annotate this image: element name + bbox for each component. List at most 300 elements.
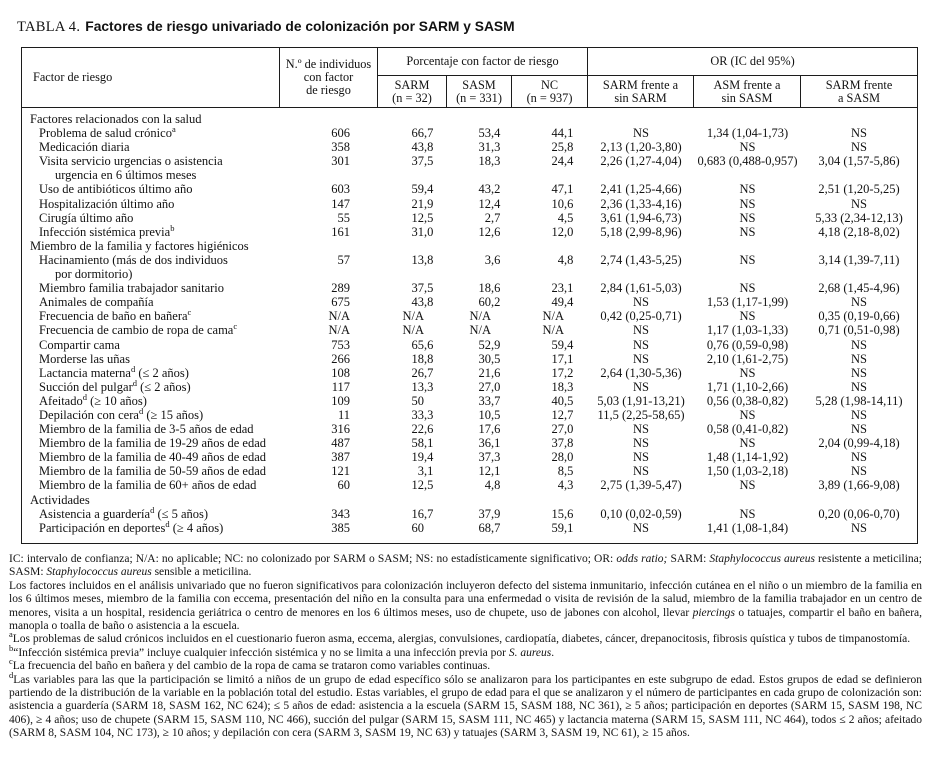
integer-part: 4	[557, 210, 564, 225]
integer-part: 59	[411, 182, 424, 197]
cell-pct-sasm	[447, 211, 512, 225]
decimal-part: ,7	[564, 407, 574, 422]
cell-pct-sarm	[378, 478, 447, 492]
cell-or-sarm-vs-sin-sarm: 2,36 (1,33-4,16)	[600, 196, 682, 211]
cell-pct-sasm	[447, 323, 512, 337]
decimal-part: ,1	[564, 182, 574, 197]
decimal-part: ,6	[564, 196, 574, 211]
cell-or-sarm-vs-sin-sarm: 11,5 (2,25-58,65)	[597, 407, 685, 422]
integer-part: 21	[411, 196, 424, 211]
footnote-marker: b	[170, 222, 175, 233]
integer-part: 33	[411, 407, 424, 422]
integer-part: N/A	[402, 309, 424, 324]
footnote-marker: d	[132, 377, 137, 388]
integer-part: N/A	[469, 323, 491, 338]
cell-or-sarm-vs-sin-sarm: 2,74 (1,43-5,25)	[600, 252, 682, 267]
footnote-text: Staphylococcus aureus	[46, 566, 152, 579]
integer-part: 3	[417, 464, 424, 479]
table-row	[22, 338, 917, 352]
integer-part: 58	[411, 436, 424, 451]
cell-factor: Asistencia a guardería$^d$ (≤ 5 años)	[39, 504, 209, 521]
cell-pct-sasm	[447, 182, 512, 196]
cell-pct-sarm	[378, 225, 447, 239]
integer-part: 487	[331, 436, 350, 451]
cell-or-sarm-vs-sasm: NS	[851, 365, 867, 380]
cell-pct-nc	[512, 352, 588, 366]
cell-n-individuos	[280, 323, 378, 337]
cell-pct-sasm	[447, 507, 512, 521]
decimal-part: ,0	[564, 450, 574, 465]
decimal-part: ,4	[564, 295, 574, 310]
cell-n-individuos	[280, 309, 378, 323]
cell-or-sarm-vs-sasm: NS	[851, 422, 867, 437]
cell-or-sarm-vs-sasm: 0,35 (0,19-0,66)	[818, 309, 900, 324]
footnote	[9, 643, 922, 660]
cell-or-sarm-vs-sasm: NS	[851, 337, 867, 352]
integer-part: 343	[331, 506, 350, 521]
decimal-part: ,8	[564, 436, 574, 451]
cell-or-sarm-vs-sasm: NS	[851, 407, 867, 422]
cell-n-individuos	[280, 394, 378, 408]
integer-part: 47	[551, 182, 564, 197]
header-line: SASM	[462, 77, 496, 92]
cell-pct-nc	[512, 338, 588, 352]
decimal-part: ,8	[491, 478, 501, 493]
header-line: a SASM	[837, 90, 881, 105]
cell-pct-sasm	[447, 154, 512, 168]
cell-pct-sarm	[378, 211, 447, 225]
decimal-part: ,1	[564, 351, 574, 366]
integer-part: 60	[478, 295, 491, 310]
cell-factor: Uso de antibióticos último año	[39, 182, 193, 197]
decimal-part: ,3	[424, 407, 434, 422]
cell-or-sarm-vs-sin-sarm: NS	[633, 351, 649, 366]
integer-part: 17	[478, 422, 491, 437]
cell-or-sarm-vs-sasm: 0,71 (0,51-0,98)	[818, 323, 900, 338]
integer-part: 10	[551, 196, 564, 211]
cell-or-sarm-vs-sasm: NS	[851, 126, 867, 141]
decimal-part: ,3	[564, 478, 574, 493]
integer-part: 289	[331, 281, 350, 296]
cell-or-asm-vs-sin-sasm: 1,17 (1,03-1,33)	[706, 323, 789, 338]
cell-factor: Factores relacionados con la salud	[30, 112, 202, 126]
integer-part: 17	[551, 365, 564, 380]
col-group-or-ic95	[588, 48, 917, 76]
header-line: Porcentaje con factor de riesgo	[406, 54, 559, 68]
cell-n-individuos	[280, 182, 378, 196]
integer-part: 121	[331, 464, 350, 479]
decimal-part: ,7	[491, 393, 501, 408]
decimal-part: ,9	[491, 506, 501, 521]
table-row	[22, 436, 917, 450]
decimal-part: ,1	[564, 126, 574, 141]
decimal-part: ,1	[424, 436, 434, 451]
cell-or-sarm-vs-sasm: NS	[851, 140, 867, 155]
header-line: SARM frente	[825, 77, 893, 92]
decimal-part: ,5	[564, 210, 574, 225]
cell-or-asm-vs-sin-sasm: 1,41 (1,08-1,84)	[706, 520, 789, 535]
cell-factor: Morderse las uñas	[39, 351, 130, 366]
cell-n-individuos	[280, 126, 378, 140]
decimal-part: ,7	[491, 210, 501, 225]
cell-pct-nc	[512, 253, 588, 267]
cell-pct-sasm	[447, 225, 512, 239]
cell-pct-sarm	[378, 140, 447, 154]
decimal-part: ,1	[491, 464, 501, 479]
table-row	[22, 391, 917, 408]
cell-or-sarm-vs-sasm: 3,04 (1,57-5,86)	[818, 154, 900, 169]
integer-part: 37	[478, 450, 491, 465]
cell-or-asm-vs-sin-sasm: NS	[739, 224, 756, 239]
integer-part: 109	[331, 393, 350, 408]
cell-or-sarm-vs-sasm: NS	[851, 351, 867, 366]
decimal-part: ,4	[491, 126, 501, 141]
integer-part: 59	[551, 337, 564, 352]
decimal-part: ,4	[564, 154, 574, 169]
cell-factor: Miembro de la familia de 40-49 años de edad	[39, 450, 267, 465]
table-body	[22, 108, 917, 543]
table-row	[22, 309, 917, 323]
integer-part: 8	[557, 464, 564, 479]
col-header-asm-vs-sin-sasm	[694, 76, 801, 107]
cell-pct-sarm	[378, 507, 447, 521]
integer-part: 753	[331, 337, 350, 352]
cell-pct-nc	[512, 521, 588, 535]
footnote	[9, 580, 922, 634]
header-line: SARM	[394, 77, 430, 92]
cell-n-individuos	[280, 507, 378, 521]
footnote-text: Los factores incluidos en el análisis univariado que no fueron significativos para colonización incluyeron defecto del sistema inmunitario, infección cutánea en el niño o un miembro de la familia en los 6 últimos meses, miembro de la familia con eccema, presentación del niño en la consulta para una enfermedad o visita de revisión de la salud, miembro de la familia trabajador en un centro de menores, visita a un hospital, residencia geriátrica o centro de menores en los 6 últimos meses, uso de chupete, uso de jabones con alcohol, llevar	[9, 579, 922, 619]
col-header-or-sarm-vs-sin-sarm	[588, 76, 694, 107]
cell-pct-nc	[512, 126, 588, 140]
integer-part: 52	[478, 337, 491, 352]
integer-part: 66	[411, 126, 424, 141]
footnote-marker: d	[150, 504, 155, 515]
decimal-part: ,5	[424, 154, 434, 169]
table-row	[22, 140, 917, 154]
decimal-part: ,3	[491, 140, 501, 155]
col-header-factor-de-riesgo	[22, 48, 280, 107]
header-line: (n = 331)	[456, 90, 502, 105]
cell-or-sarm-vs-sin-sarm: 2,84 (1,61-5,03)	[600, 281, 682, 296]
decimal-part: ,1	[564, 281, 574, 296]
integer-part: 24	[551, 154, 564, 169]
decimal-part: ,8	[424, 140, 434, 155]
cell-pct-nc	[512, 309, 588, 323]
decimal-part: ,5	[491, 407, 501, 422]
cell-n-individuos	[280, 464, 378, 478]
footnote-text: odds ratio;	[616, 553, 668, 565]
cell-or-sarm-vs-sin-sarm: 2,64 (1,30-5,36)	[600, 365, 682, 380]
col-header-sarm	[378, 76, 447, 107]
table-footnotes	[9, 553, 922, 741]
footnote-marker: c	[187, 307, 192, 318]
footnote-text: SARM:	[667, 553, 710, 565]
integer-part: 117	[331, 379, 350, 394]
cell-or-asm-vs-sin-sasm: 0,683 (0,488-0,957)	[697, 154, 798, 169]
cell-pct-sarm	[378, 366, 447, 380]
integer-part: 12	[478, 196, 491, 211]
cell-factor: urgencia en 6 últimos meses	[55, 168, 197, 183]
cell-factor: Medicación diaria	[39, 140, 130, 155]
integer-part: 53	[478, 126, 491, 141]
decimal-part: ,2	[491, 295, 501, 310]
decimal-part: ,6	[491, 281, 501, 296]
integer-part: 12	[411, 210, 424, 225]
cell-or-sarm-vs-sin-sarm: NS	[633, 436, 649, 451]
cell-pct-sarm	[378, 182, 447, 196]
cell-n-individuos	[280, 436, 378, 450]
cell-factor: Frecuencia de cambio de ropa de cama$^c$	[39, 321, 238, 338]
cell-or-sarm-vs-sasm: 2,68 (1,45-4,96)	[818, 281, 900, 296]
cell-or-asm-vs-sin-sasm: NS	[739, 365, 756, 380]
table-row	[22, 363, 917, 380]
table-row	[22, 267, 917, 281]
col-header-nc	[512, 76, 588, 107]
decimal-part: ,7	[491, 520, 501, 535]
decimal-part: ,0	[491, 379, 501, 394]
cell-n-individuos	[280, 380, 378, 394]
integer-part: 37	[411, 154, 424, 169]
cell-pct-sasm	[447, 338, 512, 352]
footnote-text: Staphylococcus aureus	[709, 553, 815, 565]
integer-part: N/A	[542, 309, 564, 324]
cell-or-asm-vs-sin-sasm: 2,10 (1,61-2,75)	[706, 351, 789, 366]
cell-n-individuos	[280, 281, 378, 295]
cell-pct-sasm	[447, 197, 512, 211]
integer-part: 603	[331, 182, 350, 197]
integer-part: 22	[411, 422, 424, 437]
cell-or-sarm-vs-sin-sarm: NS	[633, 323, 649, 338]
integer-part: 26	[411, 365, 424, 380]
cell-or-asm-vs-sin-sasm: NS	[739, 210, 756, 225]
cell-or-asm-vs-sin-sasm: NS	[739, 281, 756, 296]
cell-factor: Succión del pulgar$^d$ (≤ 2 años)	[39, 377, 191, 394]
footnote-marker: d	[9, 669, 14, 680]
col-header-n-individuos	[280, 48, 378, 107]
cell-pct-sarm	[378, 450, 447, 464]
table-row	[22, 295, 917, 309]
table-row	[22, 222, 917, 239]
cell-factor: Compartir cama	[39, 337, 120, 352]
cell-n-individuos	[280, 211, 378, 225]
cell-pct-sasm	[447, 422, 512, 436]
cell-pct-sasm	[447, 464, 512, 478]
cell-factor: Participación en deportes$^d$ (≥ 4 años)	[39, 518, 224, 535]
table-row	[22, 323, 917, 337]
cell-pct-nc	[512, 408, 588, 422]
decimal-part: ,2	[564, 365, 574, 380]
integer-part: N/A	[542, 323, 564, 338]
cell-n-individuos	[280, 366, 378, 380]
header-line: de riesgo	[306, 83, 351, 97]
table-row	[22, 154, 917, 168]
cell-factor: Miembro de la familia de 3-5 años de edad	[39, 422, 254, 437]
cell-or-sarm-vs-sasm: 2,51 (1,20-5,25)	[818, 182, 900, 197]
integer-part: 266	[331, 351, 350, 366]
cell-pct-sarm	[378, 323, 447, 337]
integer-part: 10	[478, 407, 491, 422]
cell-n-individuos	[280, 225, 378, 239]
integer-part: 36	[478, 436, 491, 451]
table-row	[22, 450, 917, 464]
cell-pct-nc	[512, 182, 588, 196]
cell-or-sarm-vs-sin-sarm: NS	[633, 337, 649, 352]
integer-part: 161	[331, 224, 350, 239]
integer-part: 18	[411, 351, 424, 366]
cell-n-individuos	[280, 352, 378, 366]
cell-pct-sasm	[447, 140, 512, 154]
decimal-part: ,5	[564, 393, 574, 408]
integer-part: 387	[331, 450, 350, 465]
cell-pct-sasm	[447, 352, 512, 366]
cell-or-asm-vs-sin-sasm: 1,53 (1,17-1,99)	[706, 295, 789, 310]
cell-or-sarm-vs-sin-sarm: 2,26 (1,27-4,04)	[600, 154, 682, 169]
footnote-marker: b	[9, 643, 14, 654]
table-header	[22, 48, 917, 108]
cell-pct-sasm	[447, 295, 512, 309]
header-line: sin SARM	[614, 90, 667, 105]
cell-or-asm-vs-sin-sasm: NS	[739, 196, 756, 211]
integer-part: 25	[551, 140, 564, 155]
cell-or-sarm-vs-sin-sarm: 0,42 (0,25-0,71)	[600, 309, 682, 324]
integer-part: 37	[478, 506, 491, 521]
cell-pct-sasm	[447, 436, 512, 450]
footnote-text: o tatuajes, compartir el baño en bañera, manopla o toalla de baño o asistencia a la escuela.	[9, 606, 922, 633]
table-row	[22, 405, 917, 422]
integer-part: 3	[484, 252, 491, 267]
cell-n-individuos	[280, 154, 378, 168]
cell-or-sarm-vs-sin-sarm: NS	[633, 379, 649, 394]
header-line: (n = 32)	[392, 90, 432, 105]
cell-or-sarm-vs-sasm: NS	[851, 295, 867, 310]
footnote-text: S. aureus	[508, 646, 552, 659]
cell-or-sarm-vs-sin-sarm: 2,75 (1,39-5,47)	[600, 478, 682, 493]
cell-pct-sarm	[378, 126, 447, 140]
table-row	[22, 112, 917, 126]
cell-factor: Problema de salud crónico$^a$	[39, 123, 176, 141]
cell-or-sarm-vs-sin-sarm: NS	[633, 295, 649, 310]
table-row	[22, 493, 917, 507]
cell-or-asm-vs-sin-sasm: NS	[739, 140, 756, 155]
decimal-part: ,9	[424, 196, 434, 211]
integer-part: 18	[478, 154, 491, 169]
cell-pct-sarm	[378, 154, 447, 168]
integer-part: 301	[331, 154, 350, 169]
decimal-part: ,5	[424, 210, 434, 225]
cell-or-sarm-vs-sasm: NS	[851, 450, 867, 465]
integer-part: 43	[411, 295, 424, 310]
cell-or-sarm-vs-sasm: 3,89 (1,66-9,08)	[818, 478, 900, 493]
cell-n-individuos	[280, 521, 378, 535]
integer-part: 17	[551, 351, 564, 366]
decimal-part: ,4	[424, 182, 434, 197]
cell-n-individuos	[280, 253, 378, 267]
cell-pct-sarm	[378, 464, 447, 478]
footnote	[9, 629, 922, 646]
table-row	[22, 478, 917, 492]
cell-or-sarm-vs-sin-sarm: 2,41 (1,25-4,66)	[600, 182, 682, 197]
header-line: NC	[540, 77, 559, 92]
integer-part: 358	[331, 140, 350, 155]
cell-factor: Hacinamiento (más de dos individuos	[39, 252, 228, 267]
integer-part: 15	[551, 506, 564, 521]
integer-part: 57	[337, 252, 350, 267]
decimal-part: ,5	[424, 478, 434, 493]
cell-or-sarm-vs-sin-sarm: 3,61 (1,94-6,73)	[600, 210, 682, 225]
integer-part: 147	[331, 196, 350, 211]
integer-part: 59	[551, 520, 564, 535]
cell-pct-sarm	[378, 295, 447, 309]
cell-or-asm-vs-sin-sasm: NS	[739, 506, 756, 521]
decimal-part: ,3	[491, 154, 501, 169]
cell-or-sarm-vs-sin-sarm: 5,03 (1,91-13,21)	[597, 393, 685, 408]
cell-or-sarm-vs-sin-sarm: 2,13 (1,20-3,80)	[600, 140, 682, 155]
decimal-part: ,1	[564, 520, 574, 535]
integer-part: 60	[411, 520, 424, 535]
cell-pct-nc	[512, 436, 588, 450]
cell-pct-sasm	[447, 394, 512, 408]
integer-part: 44	[551, 126, 564, 141]
cell-or-asm-vs-sin-sasm: 1,48 (1,14-1,92)	[706, 450, 789, 465]
integer-part: 60	[337, 478, 350, 493]
footnote-text: sensible a meticilina.	[151, 566, 252, 579]
integer-part: 37	[411, 281, 424, 296]
integer-part: 316	[331, 422, 350, 437]
decimal-part: ,0	[564, 422, 574, 437]
integer-part: 30	[478, 351, 491, 366]
decimal-part: ,6	[564, 506, 574, 521]
integer-part: 27	[551, 422, 564, 437]
footnote-text: piercings	[692, 606, 735, 619]
cell-factor: Miembro de la familia de 19-29 años de edad	[39, 436, 267, 451]
footnote	[9, 656, 922, 673]
cell-pct-sarm	[378, 408, 447, 422]
table-title-text: Factores de riesgo univariado de colonización por SARM y SASM	[85, 19, 515, 34]
integer-part: 4	[557, 252, 564, 267]
cell-or-sarm-vs-sasm: 0,20 (0,06-0,70)	[818, 506, 900, 521]
cell-or-asm-vs-sin-sasm: 0,76 (0,59-0,98)	[706, 337, 789, 352]
cell-or-sarm-vs-sin-sarm: NS	[633, 450, 649, 465]
decimal-part: ,7	[424, 126, 434, 141]
integer-part: 13	[411, 379, 424, 394]
cell-pct-sasm	[447, 521, 512, 535]
table-row	[22, 253, 917, 267]
integer-part: 2	[484, 210, 491, 225]
decimal-part: ,4	[564, 337, 574, 352]
cell-pct-sasm	[447, 281, 512, 295]
footnote-text: Las variables para las que la participación se limitó a niños de un grupo de edad específico sólo se analizaron para los participantes en este subgrupo de edad. Estos grupos de edad se definieron partiendo de la distribución de la variable en la población total del estudio. Estas variables, el grupo de edad para el que se analizaron y el número de participantes en cada grupo de colonización son: asistencia a guardería (SARM 18, SASM 162, NC 624); ≤ 5 años de edad: asistencia a la escuela (SARM 15, SASM 188, NC 361), ≥ 5 años; participación en deportes (SARM 15, SASM 198, NC 406), ≥ 4 años; uso de chupete (SARM 15, SASM 110, NC 466), succión del pulgar (SARM 15, SASM 111, NC 465) y lactancia materna (SARM 15, SASM 111, NC 464), todos ≤ 2 años; afeitado (SARM 8, SASM 104, NC 173), ≥ 10 años; y depilación con cera (SARM 3, SASM 19, NC 63) y tatuajes (SARM 3, SASM 19, NC 61), ≥ 15 años.	[9, 673, 922, 740]
cell-or-sarm-vs-sasm: NS	[851, 379, 867, 394]
decimal-part: ,3	[491, 450, 501, 465]
cell-pct-nc	[512, 380, 588, 394]
footnote	[9, 553, 922, 580]
footnote-marker: a	[171, 123, 176, 134]
integer-part: 16	[411, 506, 424, 521]
cell-pct-sarm	[378, 338, 447, 352]
table-row	[22, 377, 917, 394]
footnote-text: La frecuencia del baño en bañera y del cambio de la ropa de cama se trataron como variables continuas.	[12, 660, 491, 673]
cell-pct-sasm	[447, 309, 512, 323]
integer-part: 12	[551, 224, 564, 239]
cell-n-individuos	[280, 450, 378, 464]
cell-pct-sarm	[378, 436, 447, 450]
decimal-part: ,8	[424, 252, 434, 267]
cell-pct-sasm	[447, 408, 512, 422]
cell-factor: Miembro de la familia de 50-59 años de edad	[39, 464, 267, 479]
decimal-part: ,6	[491, 365, 501, 380]
cell-n-individuos	[280, 295, 378, 309]
